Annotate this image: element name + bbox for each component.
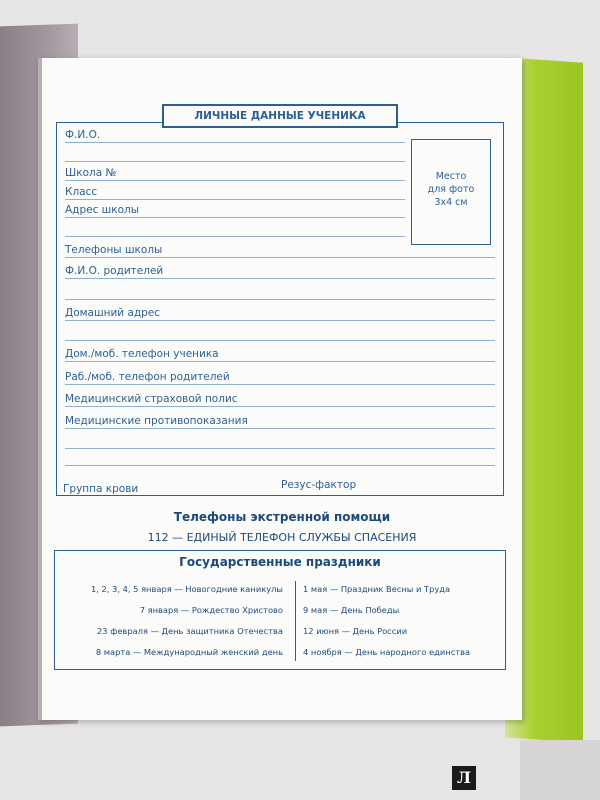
write-line: [65, 465, 495, 466]
field-rhesus: Резус-фактор: [281, 479, 357, 491]
holiday-item: 12 июня — День России: [303, 626, 408, 636]
holidays-right-column: [303, 579, 503, 663]
write-line: [65, 236, 405, 237]
field-home-address: Домашний адрес: [65, 307, 495, 321]
field-school-no: Школа №: [65, 167, 405, 181]
field-class: Класс: [65, 186, 405, 200]
field-school-phones: Телефоны школы: [65, 244, 495, 258]
photo-label-line3: 3x4 см: [434, 197, 468, 208]
photo-label-line2: для фото: [427, 184, 475, 195]
holidays-box: [54, 550, 506, 670]
page-title: ЛИЧНЫЕ ДАННЫЕ УЧЕНИКА: [162, 104, 398, 128]
publisher-logo: Л: [452, 766, 476, 790]
holiday-item: 8 марта — Международный женский день: [95, 647, 283, 657]
field-insurance: Медицинский страховой полис: [65, 393, 495, 407]
field-parents-phone: Раб./моб. телефон родителей: [65, 371, 495, 385]
write-line: [65, 161, 405, 162]
notebook-page: [38, 58, 522, 720]
write-line: [65, 448, 495, 449]
field-student-phone: Дом./моб. телефон ученика: [65, 348, 495, 362]
holiday-item: 23 февраля — День защитника Отечества: [97, 626, 283, 636]
personal-data-form: [56, 122, 504, 496]
write-line: [65, 340, 495, 341]
field-contraindications: Медицинские противопоказания: [65, 415, 495, 429]
holidays-left-column: [63, 579, 283, 663]
holidays-title: Государственные праздники: [179, 555, 381, 569]
field-parents-fio: Ф.И.О. родителей: [65, 265, 495, 279]
holiday-item: 7 января — Рождество Христово: [139, 605, 283, 615]
photo-label-line1: Место: [435, 171, 467, 182]
field-fio: Ф.И.О.: [65, 129, 405, 143]
holiday-item: 1 мая — Праздник Весны и Труда: [303, 584, 451, 594]
holiday-item: 9 мая — День Победы: [303, 605, 400, 615]
cover-shadow: [520, 740, 600, 800]
write-line: [65, 299, 495, 300]
holiday-item: 4 ноября — День народного единства: [303, 647, 471, 657]
photo-placeholder: [411, 139, 491, 245]
emergency-number: 112 — ЕДИНЫЙ ТЕЛЕФОН СЛУЖБЫ СПАСЕНИЯ: [147, 531, 417, 544]
field-school-address: Адрес школы: [65, 204, 405, 218]
holidays-divider: [295, 581, 296, 661]
emergency-title: Телефоны экстренной помощи: [173, 510, 391, 524]
holiday-item: 1, 2, 3, 4, 5 января — Новогодние каникулы: [90, 584, 283, 594]
field-blood-group: Группа крови: [63, 483, 139, 495]
